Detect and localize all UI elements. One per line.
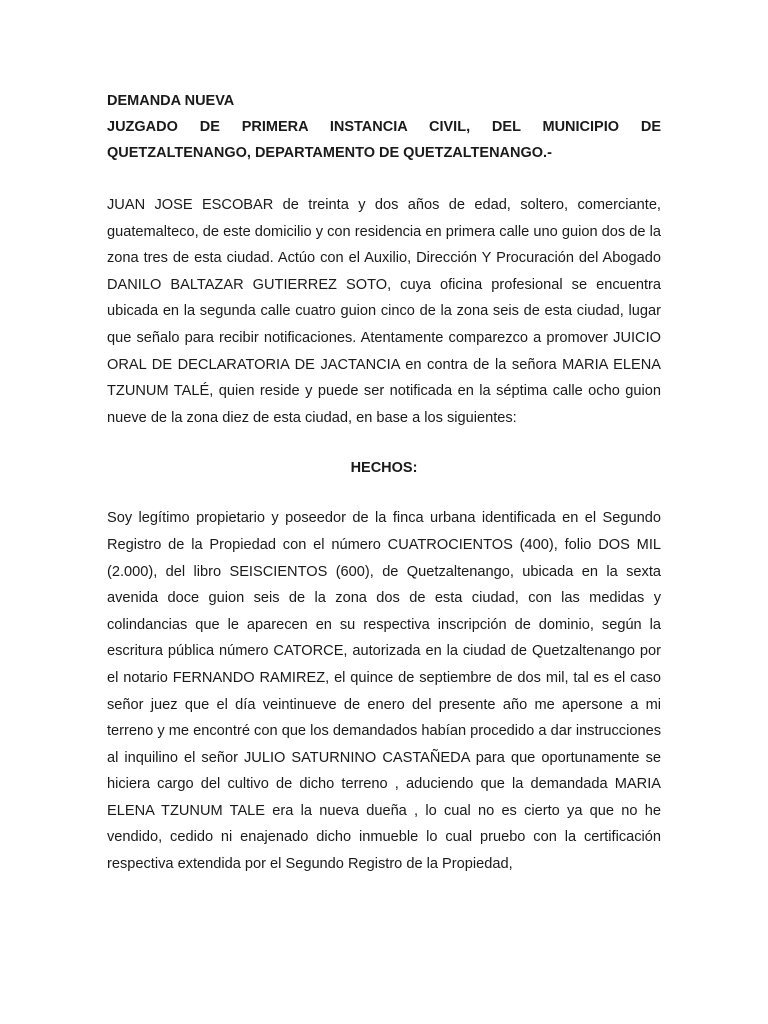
- document-body: [107, 88, 661, 878]
- facts-paragraph: Soy legítimo propietario y poseedor de la finca urbana identificada en el Segundo Registro de la Propiedad con el número CUATROCIENTOS (400), folio DOS MIL (2.000), del libro SEISCIENTOS (600), de Quetzaltenango, ubicada en la sexta avenida doce guion seis de la zona dos de esta ciudad, con las medidas y colindancias que le aparecen en su respectiva inscripción de dominio, según la escritura pública número CATORCE, autorizada en la ciudad de Quetzaltenango por el notario FERNANDO RAMIREZ, el quince de septiembre de dos mil, tal es el caso señor juez que el día veintinueve de enero del presente año me apersone a mi terreno y me encontré con que los demandados habían procedido a dar instrucciones al inquilino el señor JULIO SATURNINO CASTAÑEDA para que oportunamente se hiciera cargo del cultivo de dicho terreno , aduciendo que la demandada MARIA ELENA TZUNUM TALE era la nueva dueña , lo cual no es cierto ya que no he vendido, cedido ni enajenado dicho inmueble lo cual pruebo con la certificación respectiva extendida por el Segundo Registro de la Propiedad,: [107, 510, 661, 873]
- spacer: [107, 166, 661, 192]
- section-heading-hechos: HECHOS:: [350, 460, 418, 477]
- spacer: [107, 431, 661, 455]
- spacer: [107, 481, 661, 505]
- document-title: DEMANDA NUEVA: [107, 93, 235, 109]
- court-heading: JUZGADO DE PRIMERA INSTANCIA CIVIL, DEL MUNICIPIO DE QUETZALTENANGO, DEPARTAMENTO DE QUETZALTENANGO.-: [107, 119, 661, 161]
- intro-paragraph: JUAN JOSE ESCOBAR de treinta y dos años de edad, soltero, comerciante, guatemalteco, de este domicilio y con residencia en primera calle uno guion dos de la zona tres de esta ciudad. Actúo con el Auxilio, Dirección Y Procuración del Abogado DANILO BALTAZAR GUTIERREZ SOTO, cuya oficina profesional se encuentra ubicada en la segunda calle cuatro guion cinco de la zona seis de esta ciudad, lugar que señalo para recibir notificaciones. Atentamente comparezco a promover JUICIO ORAL DE DECLARATORIA DE JACTANCIA en contra de la señora MARIA ELENA TZUNUM TALÉ, quien reside y puede ser notificada en la séptima calle ocho guion nueve de la zona diez de esta ciudad, en base a los siguientes:: [107, 197, 661, 426]
